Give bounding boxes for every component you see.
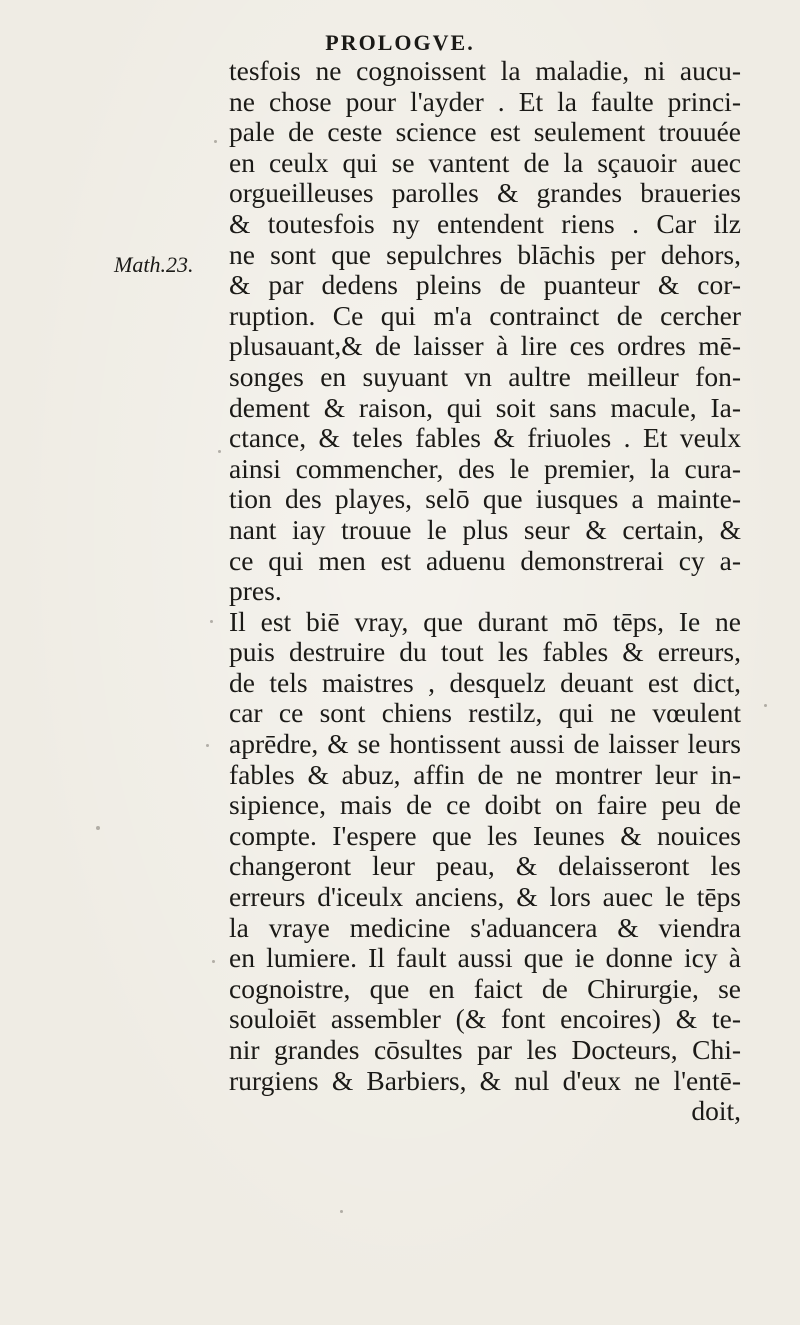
text-line: souloiēt assembler (& font encoires) & te-: [229, 1003, 741, 1035]
paper-speck: [210, 620, 213, 623]
text-line: ne sont que sepulchres blāchis per dehors,: [229, 238, 741, 270]
text-line: aprēdre, & se hontissent aussi de laisser leurs: [229, 728, 741, 760]
text-line: de tels maistres , desquelz deuant est dict,: [229, 666, 741, 698]
text-line: en lumiere. Il fault aussi que ie donne icy à: [229, 942, 741, 974]
text-line: ainsi commencher, des le premier, la cura-: [229, 452, 741, 484]
paper-speck: [764, 704, 767, 707]
text-line: rurgiens & Barbiers, & nul d'eux ne l'entē-: [229, 1064, 741, 1096]
running-head: PROLOGVE.: [325, 30, 475, 55]
text-line: plusauant,& de laisser à lire ces ordres mē-: [229, 330, 741, 362]
text-line: erreurs d'iceulx anciens, & lors auec le tēps: [229, 881, 741, 913]
text-line: fables & abuz, affin de ne montrer leur in-: [229, 758, 741, 790]
text-line: compte. I'espere que les Ieunes & nouices: [229, 819, 741, 851]
text-line: ce qui men est aduenu demonstrerai cy a-: [229, 544, 741, 576]
text-line: & par dedens pleins de puanteur & cor-: [229, 269, 741, 301]
text-line: nant iay trouue le plus seur & certain, &: [229, 513, 741, 545]
text-line: car ce sont chiens restilz, qui ne vœulent: [229, 697, 741, 729]
paper-speck: [340, 1210, 343, 1213]
text-line: puis destruire du tout les fables & erreurs,: [229, 636, 741, 668]
catchword: doit,: [691, 1095, 741, 1127]
text-line: ne chose pour l'ayder . Et la faulte princi-: [229, 85, 741, 117]
text-line: Il est biē vray, que durant mō tēps, Ie ne: [229, 605, 741, 637]
text-line: pale de ceste science est seulement trouuée: [229, 116, 741, 148]
text-line: pres.: [229, 575, 282, 607]
paper-speck: [96, 826, 100, 830]
text-line: ctance, & teles fables & friuoles . Et veulx: [229, 422, 741, 454]
text-line: songes en suyuant vn aultre meilleur fon-: [229, 360, 741, 392]
text-line: nir grandes cōsultes par les Docteurs, Chi-: [229, 1034, 741, 1065]
text-line: changeront leur peau, & delaisseront les: [229, 850, 741, 882]
body-text: [229, 56, 741, 1127]
paper-speck: [206, 744, 209, 747]
text-line: tion des playes, selō que iusques a mainte-: [229, 483, 741, 515]
text-line: cognoistre, que en faict de Chirurgie, se: [229, 972, 741, 1004]
paper-speck: [214, 140, 217, 143]
text-line: & toutesfois ny entendent riens . Car ilz: [229, 207, 741, 239]
text-line: en ceulx qui se vantent de la sçauoir auec: [229, 146, 741, 178]
text-line: sipience, mais de ce doibt on faire peu de: [229, 789, 741, 821]
text-line: dement & raison, qui soit sans macule, Ia-: [229, 391, 741, 423]
text-line: orgueilleuses parolles & grandes braueries: [229, 177, 741, 209]
margin-note: Math.23.: [114, 252, 194, 277]
paper-speck: [212, 960, 215, 963]
paper-speck: [218, 450, 221, 453]
text-line: ruption. Ce qui m'a contrainct de cercher: [229, 299, 741, 331]
text-line: la vraye medicine s'aduancera & viendra: [229, 911, 741, 943]
text-line: tesfois ne cognoissent la maladie, ni aucu-: [229, 55, 741, 86]
